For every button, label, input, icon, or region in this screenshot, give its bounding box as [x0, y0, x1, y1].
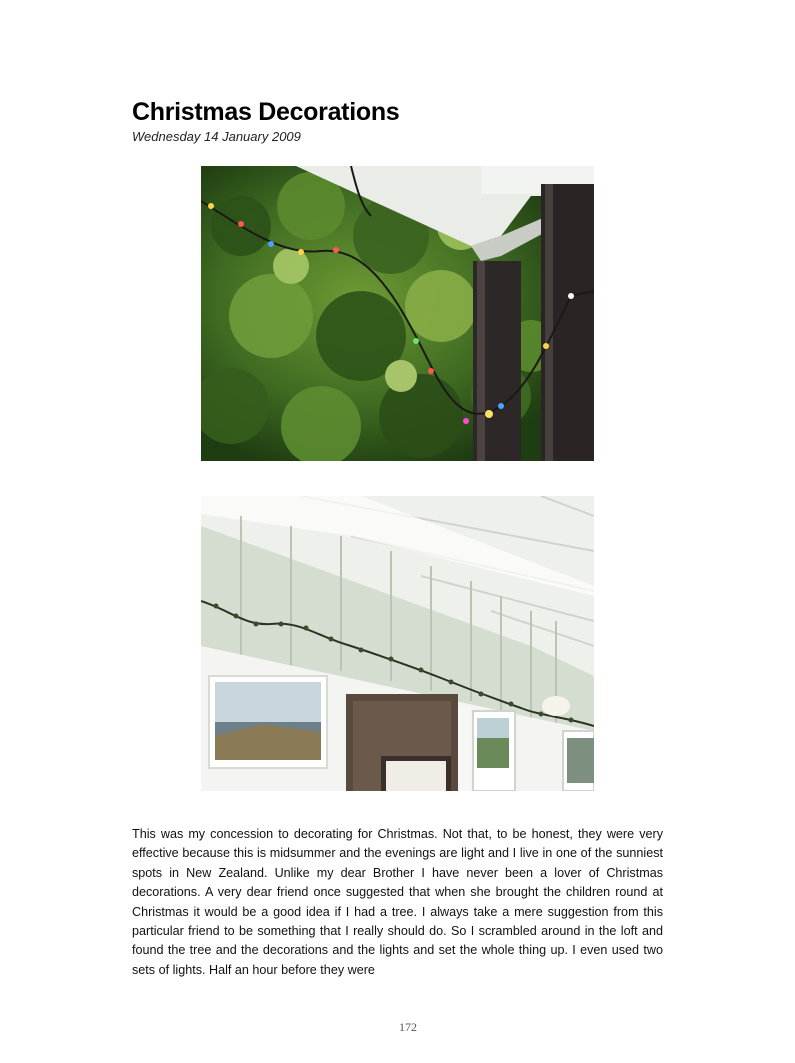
post-title: Christmas Decorations: [132, 98, 400, 126]
page-number: 172: [399, 1020, 417, 1034]
post-date: Wednesday 14 January 2009: [132, 129, 301, 144]
photo-tree-with-lights: [201, 166, 594, 461]
body-text: This was my concession to decorating for Christmas. Not that, to be honest, they were very effective because this is midsummer and the evenings are light and I live in one of the sunniest spots in New Zealand. Unlike my dear Brother I have never been a lover of Christmas decorations. A very dear friend once suggested that when she brought the children round at Christmas it would be a good idea if I had a tree. I always take a mere suggestion from this particular friend to be something that I really should do. So I scrambled around in the loft and found the tree and the decorations and the lights and set the whole thing up. I even used two sets of lights. Half an hour before they were: [132, 827, 663, 977]
wall-lamp: [542, 696, 570, 716]
photo-verandah-with-lights: [201, 496, 594, 791]
